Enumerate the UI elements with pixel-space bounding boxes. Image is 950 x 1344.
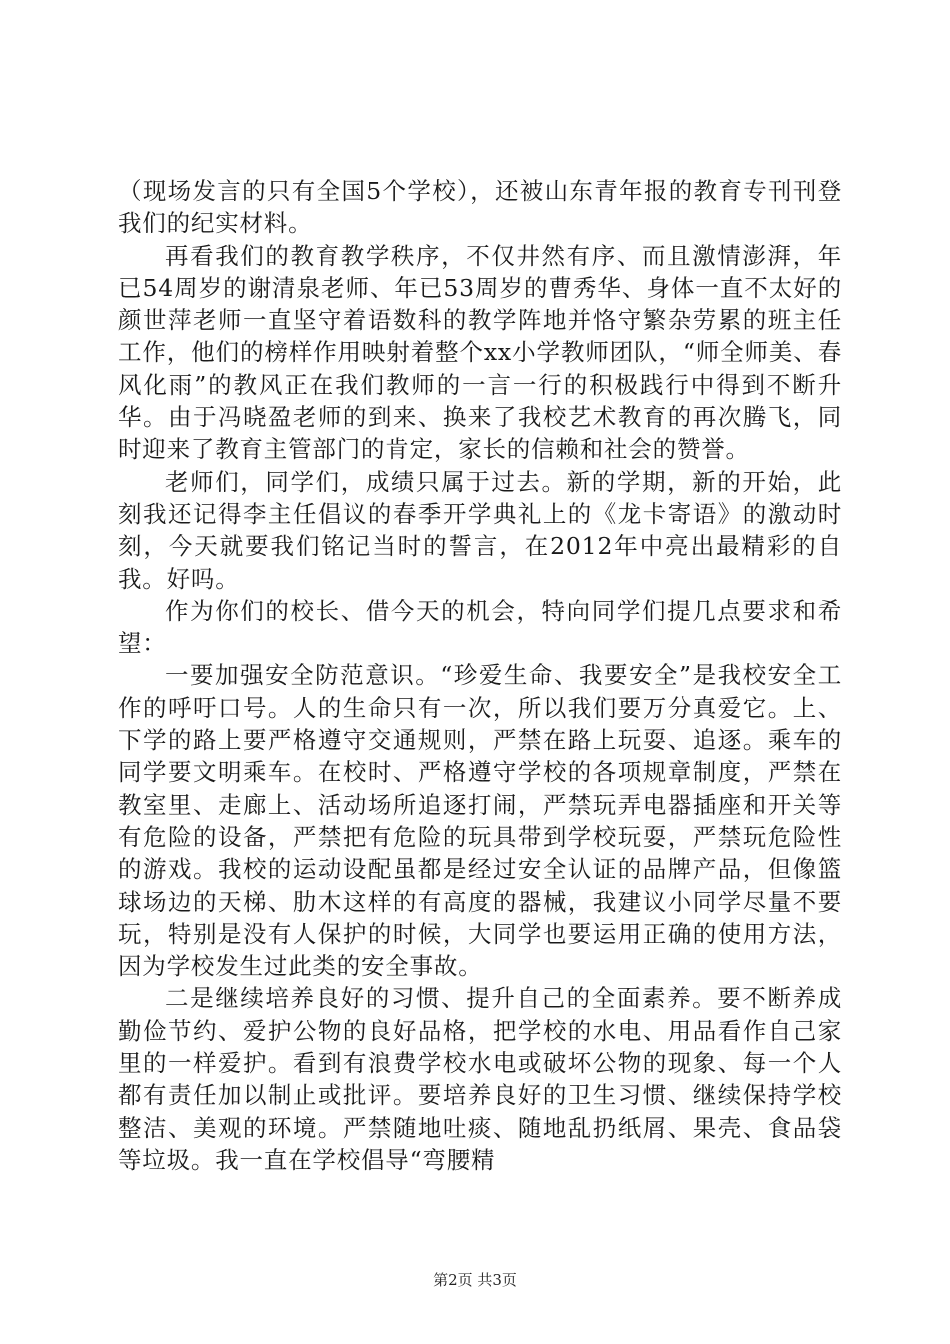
- paragraph-3: 老师们，同学们，成绩只属于过去。新的学期，新的开始，此刻我还记得李主任倡议的春季开学典礼上的《龙卡寄语》的激动时刻，今天就要我们铭记当时的誓言，在2012年中亮出最精彩的自我。好吗。: [118, 467, 842, 593]
- paragraph-1: （现场发言的只有全国5个学校），还被山东青年报的教育专刊刊登我们的纪实材料。: [118, 177, 842, 238]
- paragraph-6: 二是继续培养良好的习惯、提升自己的全面素养。要不断养成勤俭节约、爱护公物的良好品格，把学校的水电、用品看作自己家里的一样爱护。看到有浪费学校水电或破坏公物的现象、每一个人都有责任加以制止或批评。要培养良好的卫生习惯、继续保持学校整洁、美观的环境。严禁随地吐痰、随地乱扔纸屑、果壳、食品袋等垃圾。我一直在学校倡导“弯腰精: [118, 984, 842, 1174]
- paragraph-5: 一要加强安全防范意识。“珍爱生命、我要安全”是我校安全工作的呼吁口号。人的生命只有一次，所以我们要万分真爱它。上、下学的路上要严格遵守交通规则，严禁在路上玩耍、追逐。乘车的同学要文明乘车。在校时、严格遵守学校的各项规章制度，严禁在教室里、走廊上、活动场所追逐打闹，严禁玩弄电器插座和开关等有危险的设备，严禁把有危险的玩具带到学校玩耍，严禁玩危险性的游戏。我校的运动设配虽都是经过安全认证的品牌产品，但像篮球场边的天梯、肋木这样的有高度的器械，我建议小同学尽量不要玩，特别是没有人保护的时候，大同学也要运用正确的使用方法，因为学校发生过此类的安全事故。: [118, 661, 842, 981]
- page-number-footer: 第2页 共3页: [433, 1271, 517, 1289]
- paragraph-4: 作为你们的校长、借今天的机会，特向同学们提几点要求和希望：: [118, 596, 842, 658]
- document-body: [118, 175, 842, 1176]
- paragraph-2: 再看我们的教育教学秩序，不仅井然有序、而且激情澎湃，年已54周岁的谢清泉老师、年已53周岁的曹秀华、身体一直不太好的颜世萍老师一直坚守着语数科的教学阵地并恪守繁杂劳累的班主任工作，他们的榜样作用映射着整个xx小学教师团队，“师全师美、春风化雨”的教风正在我们教师的一言一行的积极践行中得到不断升华。由于冯晓盈老师的到来、换来了我校艺术教育的再次腾飞，同时迎来了教育主管部门的肯定，家长的信赖和社会的赞誉。: [118, 241, 842, 464]
